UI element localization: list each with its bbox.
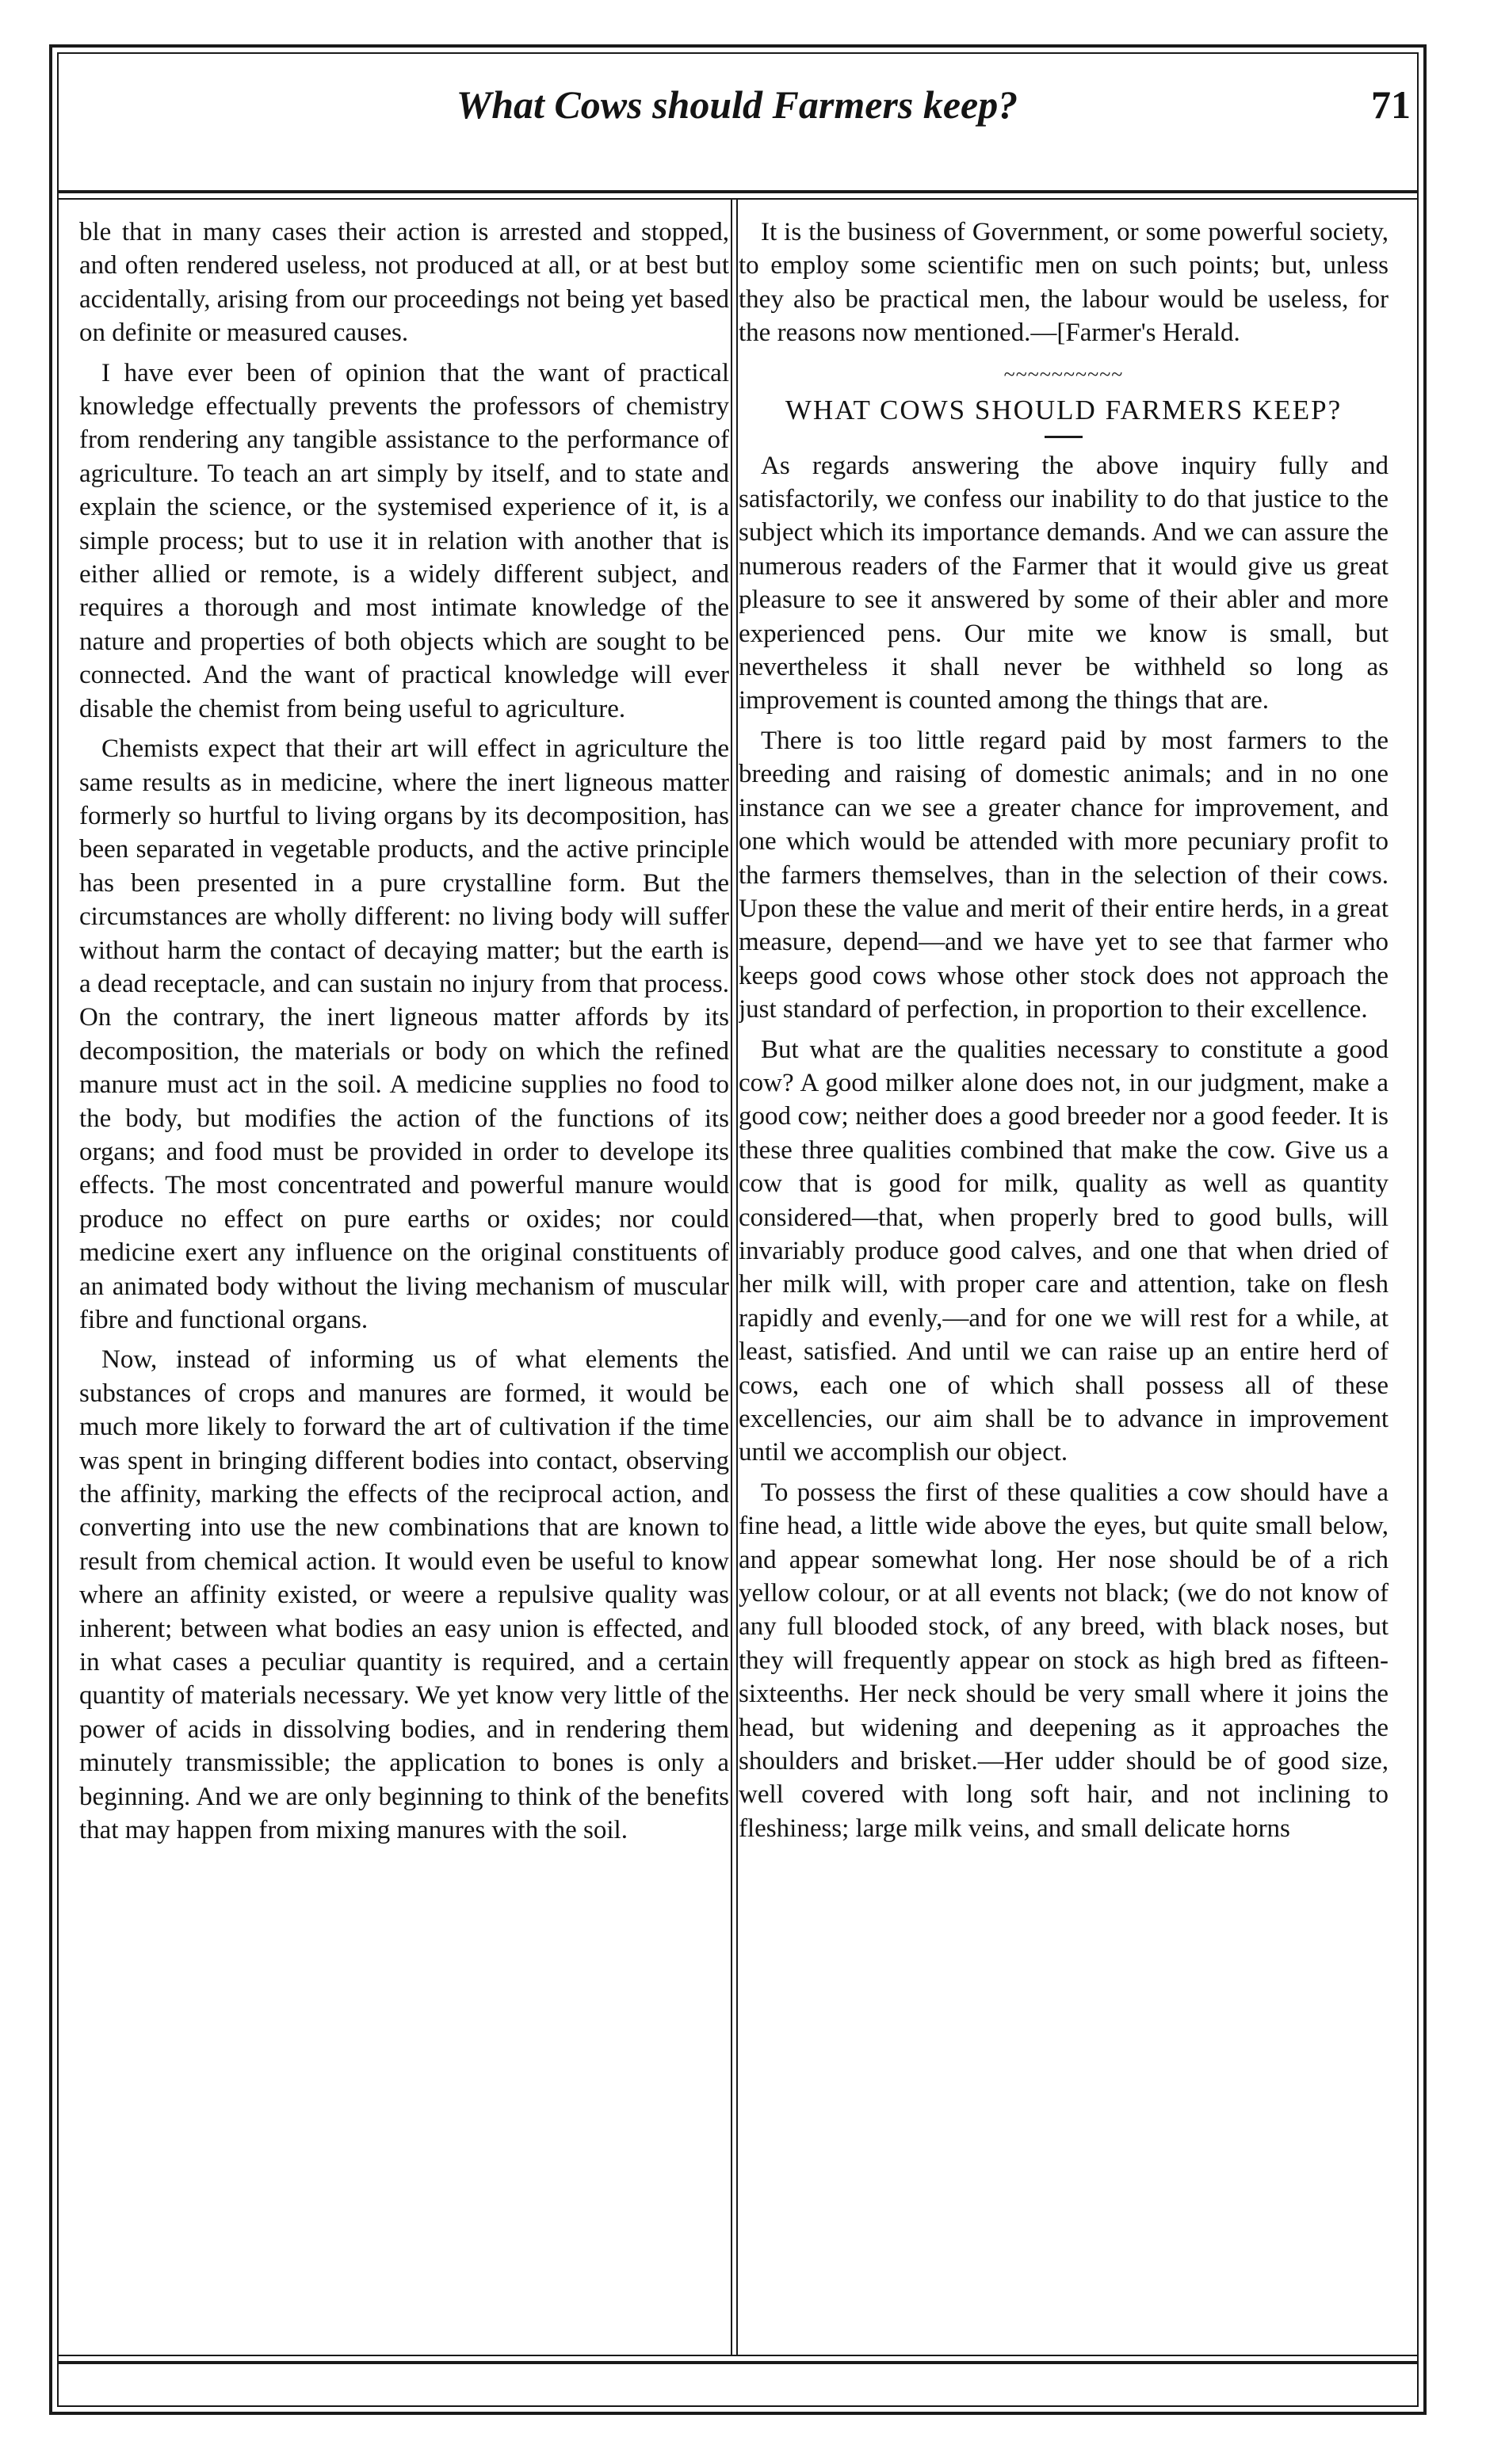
- section-ornament: ~~~~~~~~~~: [1003, 362, 1124, 386]
- frame-bottom-outer-rule: [49, 2412, 1427, 2415]
- heading-dash: [1045, 436, 1083, 438]
- column-divider-left: [731, 200, 732, 2355]
- frame-bottom-inner-rule: [57, 2405, 1419, 2407]
- left-column: [79, 216, 729, 2339]
- frame-right-outer-rule: [1423, 44, 1427, 2415]
- frame-left-inner-rule: [57, 52, 59, 2407]
- left-paragraph: Chemists expect that their art will effect in agriculture the same results as in medicine, where the inert ligneous matter formerly so hurtful to living organs by its decomposition, has been separated in vegetable products, and the active principle has been presented in a pure crystalline form. But the circumstances are wholly different: no living body will suffer without harm the contact of decaying matter; but the earth is a dead receptacle, and can sustain no injury from that process. On the contrary, the inert ligneous matter affords by its decomposition, the materials or body on which the refined manure must act in the soil. A medicine supplies no food to the body, but modifies the action of the functions of its organs; and food must be provided in order to develope its effects. The most concentrated and powerful manure would produce no effect on pure earths or oxides; nor could medicine exert any influence on the original constituents of an animated body without the living mechanism of muscular fibre and functional organs.: [79, 734, 729, 1334]
- left-paragraph: I have ever been of opinion that the want of practical knowledge effectually prevents the professors of chemistry from rendering any tangible assistance to the performance of agriculture. To teach an art simply by itself, and to state and explain the science, or the systemised experience of it, is a simple process; but to use it in relation with another that is either allied or remote, is a widely different subject, and requires a thorough and most intimate knowledge of the nature and properties of both objects which are sought to be connected. And the want of practical knowledge will ever disable the chemist from being useful to agriculture.: [79, 358, 729, 723]
- frame-right-inner-rule: [1417, 52, 1419, 2407]
- header-rule-thick: [57, 190, 1417, 193]
- left-paragraph: ble that in many cases their action is arrested and stopped, and often rendered useless, not produced at all, or at best but accidentally, arising from our proceedings not being yet based on definite or measured causes.: [79, 218, 729, 348]
- right-paragraph: There is too little regard paid by most farmers to the breeding and raising of domestic animals; and in no one instance can we see a greater chance for improvement, and one which would be attended with more pecuniary profit to the farmers themselves, than in the selection of their cows. Upon these the value and merit of their entire herds, in a great measure, depend—and we have yet to see that farmer who keeps good cows whose other stock does not approach the just standard of perfection, in proportion to their excellence.: [739, 726, 1389, 1024]
- footer-rule-thin: [57, 2355, 1417, 2356]
- page-number: 71: [1371, 82, 1411, 127]
- right-paragraph: To possess the first of these qualities a cow should have a fine head, a little wide above the eyes, but quite small below, and appear somewhat long. Her nose should be of a rich yellow colour, or at all events not black; (we do not know of any full blooded stock, of any breed, with black noses, but they will frequently appear on stock as high bred as fifteen-sixteenths. Her neck should be very small where it joins the head, but widening and deepening as it approaches the shoulders and brisket.—Her udder should be of good size, well covered with long soft hair, and not inclining to fleshiness; large milk veins, and small delicate horns: [739, 1478, 1389, 1843]
- closing-paragraph: It is the business of Government, or some powerful society, to employ some scientific men on such points; but, unless they also be practical men, the labour would be useless, for the reasons now mentioned.—[Farmer's Herald.: [739, 218, 1389, 348]
- section-heading: WHAT COWS SHOULD FARMERS KEEP?: [785, 394, 1343, 425]
- frame-left-outer-rule: [49, 44, 52, 2415]
- right-column: [739, 216, 1389, 2339]
- footer-rule-thick: [57, 2361, 1417, 2364]
- frame-top-outer-rule: [49, 44, 1427, 48]
- running-header-title: What Cows should Farmers keep?: [456, 82, 1018, 127]
- right-paragraph: But what are the qualities necessary to constitute a good cow? A good milker alone does not, in our judgment, make a good cow; neither does a good breeder nor a good feeder. It is these three qualities combined that make the cow. Give us a cow that is good for milk, quality as well as quantity considered—that, when properly bred to good bulls, will invariably produce good calves, and one that when dried of her milk will, with proper care and attention, take on flesh rapidly and evenly,—and for one we will rest for a while, at least, satisfied. And until we can raise up an entire herd of cows, each one of which shall possess all of these excellencies, our aim shall be to advance in improvement until we accomplish our object.: [739, 1035, 1389, 1467]
- frame-top-inner-rule: [57, 52, 1419, 54]
- right-paragraph: As regards answering the above inquiry fully and satisfactorily, we confess our inability to do that justice to the subject which its importance demands. And we can assure the numerous readers of the Farmer that it would give us great pleasure to see it answered by some of their abler and more experienced pens. Our mite we know is small, but nevertheless it shall never be withheld so long as improvement is counted among the things that are.: [739, 451, 1389, 715]
- column-divider-right: [736, 200, 738, 2355]
- left-paragraph: Now, instead of informing us of what elements the substances of crops and manures are formed, it would be much more likely to forward the art of cultivation if the time was spent in bringing different bodies into contact, observing the affinity, marking the effects of the reciprocal action, and converting into use the new combinations that are known to result from chemical action. It would even be useful to know where an affinity existed, or weere a repulsive quality was inherent; between what bodies an easy union is effected, and in what cases a peculiar quantity is required, and a certain quantity of materials necessary. We yet know very little of the power of acids in dissolving bodies, and in rendering them minutely transmissible; the application to bones is only a beginning. And we are only beginning to think of the benefits that may happen from mixing manures with the soil.: [79, 1345, 729, 1845]
